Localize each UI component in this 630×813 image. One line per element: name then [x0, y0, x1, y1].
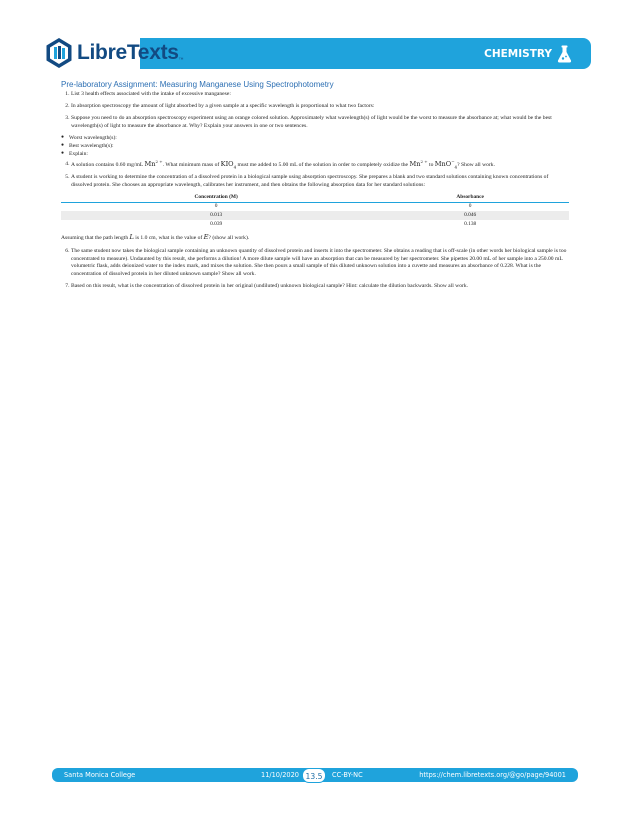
question-text: In absorption spectroscopy the amount of light absorbed by a given sample at a specific wavelength is proportional to what two factors: — [71, 102, 375, 109]
libretexts-logo-icon — [45, 37, 73, 69]
math-mn — [409, 160, 427, 168]
table-cell: 0.039 — [210, 221, 223, 228]
bullet-text: Worst wavelength(s): — [69, 135, 117, 142]
column-header: Concentration (M) — [61, 193, 371, 202]
math-subscript: 4 — [233, 164, 237, 170]
bullet-icon: ● — [61, 143, 65, 149]
subject-text: CHEMISTRY — [484, 48, 552, 60]
text-fragment: Assuming that the path length — [61, 235, 130, 242]
table-row — [61, 220, 569, 229]
page-title: Pre-laboratory Assignment: Measuring Manganese Using Spectrophotometry — [61, 80, 334, 89]
question-number: 5. — [65, 174, 70, 181]
path-length-question — [61, 234, 569, 243]
question-number: 7. — [65, 282, 70, 289]
bullet-icon: ● — [61, 135, 65, 141]
answer-bullets — [61, 134, 569, 159]
table-header-row — [61, 193, 569, 202]
question-2 — [61, 103, 569, 111]
math-symbol: KIO — [220, 160, 234, 169]
list-item — [61, 150, 569, 158]
text-fragment: ? (show all work). — [208, 235, 250, 242]
footer-url-link[interactable]: https://chem.libretexts.org/@go/page/94001 — [419, 771, 566, 779]
text-fragment: A solution contains 0.60 mg/mL — [71, 162, 145, 169]
question-1 — [61, 91, 569, 99]
math-symbol: MnO — [434, 160, 452, 169]
math-symbol: Mn — [144, 160, 156, 169]
math-variable: L — [129, 233, 134, 242]
math-kio4 — [221, 160, 236, 168]
math-subscript: 4 — [454, 164, 458, 170]
table-row — [61, 211, 569, 220]
math-mno4 — [435, 160, 457, 168]
text-fragment: is 1.0 cm, what is the value of — [133, 235, 204, 242]
logo-text: LibreTexts — [77, 41, 179, 64]
subject-label[interactable] — [484, 45, 572, 63]
math-mn — [144, 160, 162, 168]
math-charge: 2 + — [155, 159, 163, 165]
bullet-text: Explain: — [69, 151, 88, 158]
question-7 — [61, 283, 569, 291]
question-text: Suppose you need to do an absorption spectroscopy experiment using an orange colored solution. Approximately what wavelength(s) of light would be the worst to measure the absorbance at; what would be the best wavelength(s) of light to measure the absorbance at. Why? Explain your answers in one or two sentences. — [71, 114, 552, 129]
question-text: List 3 health effects associated with the intake of excessive manganese: — [71, 91, 231, 97]
text-fragment: to — [427, 162, 435, 169]
text-fragment: ? Show all work. — [457, 162, 496, 169]
question-3 — [61, 115, 569, 130]
question-text: Based on this result, what is the concentration of dissolved protein in her original (undiluted) unknown biological sample? Hint: calculate the dilution backwards. Show all work. — [71, 282, 469, 289]
page-content — [61, 80, 569, 295]
table-cell: 0 — [214, 203, 218, 210]
logo-trademark: ™ — [178, 57, 184, 63]
footer-college: Santa Monica College — [64, 771, 136, 779]
math-charge: 2 + — [420, 159, 428, 165]
question-number: 6. — [65, 248, 70, 255]
math-variable: E — [203, 233, 209, 242]
question-number: 2. — [65, 102, 70, 109]
list-item — [61, 134, 569, 142]
footer-license[interactable]: CC-BY-NC — [332, 771, 363, 779]
question-6 — [61, 248, 569, 278]
bullet-text: Best wavelength(s): — [69, 143, 114, 150]
question-text: A student is working to determine the concentration of a dissolved protein in a biological sample using absorption spectroscopy. She prepares a blank and two standard solutions containing known concentrations of dissolved protein. She chooses an appropriate wavelength, calibrates her instrument, and then obtains the following absorption data for her standard solutions: — [71, 174, 549, 188]
question-text: The same student now takes the biological sample containing an unknown quantity of dissolved protein and inserts it into the spectrometer. She obtains a reading that is off-scale (in other words her biological sample is too concentrated to measure). Undaunted by this result, she performs a dilution! A more dilute sample will have an absorption that can be measured by her spectrometer. She pipettes 20.00 mL of her sample into a 250.00 mL volumetric flask, adds deionized water to the index mark, and mixes the solution. She then pours a small sample of this diluted unknown solution into a cuvette and measures an absorbance of 0.228. What is the concentration of dissolved protein in her diluted unknown sample? Show all work. — [71, 248, 567, 277]
page-footer — [52, 768, 578, 782]
column-header: Absorbance — [371, 193, 569, 202]
question-number: 1. — [65, 91, 70, 97]
math-charge: − — [451, 159, 455, 165]
table-row — [61, 202, 569, 211]
footer-date: 11/10/2020 — [261, 771, 300, 779]
question-number: 4. — [65, 161, 70, 168]
question-text — [71, 161, 569, 170]
text-fragment: . What minimum mass of — [162, 162, 221, 169]
footer-page-number: 13.5 — [302, 768, 326, 783]
question-number: 3. — [65, 114, 70, 121]
question-5 — [61, 174, 569, 189]
text-fragment: must me added to 5.00 mL of the solution in order to completely oxidize the — [236, 162, 410, 169]
table-cell: 0 — [468, 203, 472, 210]
list-item — [61, 142, 569, 150]
table-cell: 0.138 — [464, 221, 477, 228]
absorption-data-table — [61, 193, 569, 229]
question-4 — [61, 161, 569, 170]
math-symbol: Mn — [409, 160, 421, 169]
table-cell: 0.013 — [61, 211, 371, 220]
table-cell: 0.046 — [371, 211, 569, 220]
bullet-icon: ● — [61, 151, 65, 157]
libretexts-logo[interactable] — [45, 37, 184, 69]
flask-icon — [557, 45, 572, 63]
